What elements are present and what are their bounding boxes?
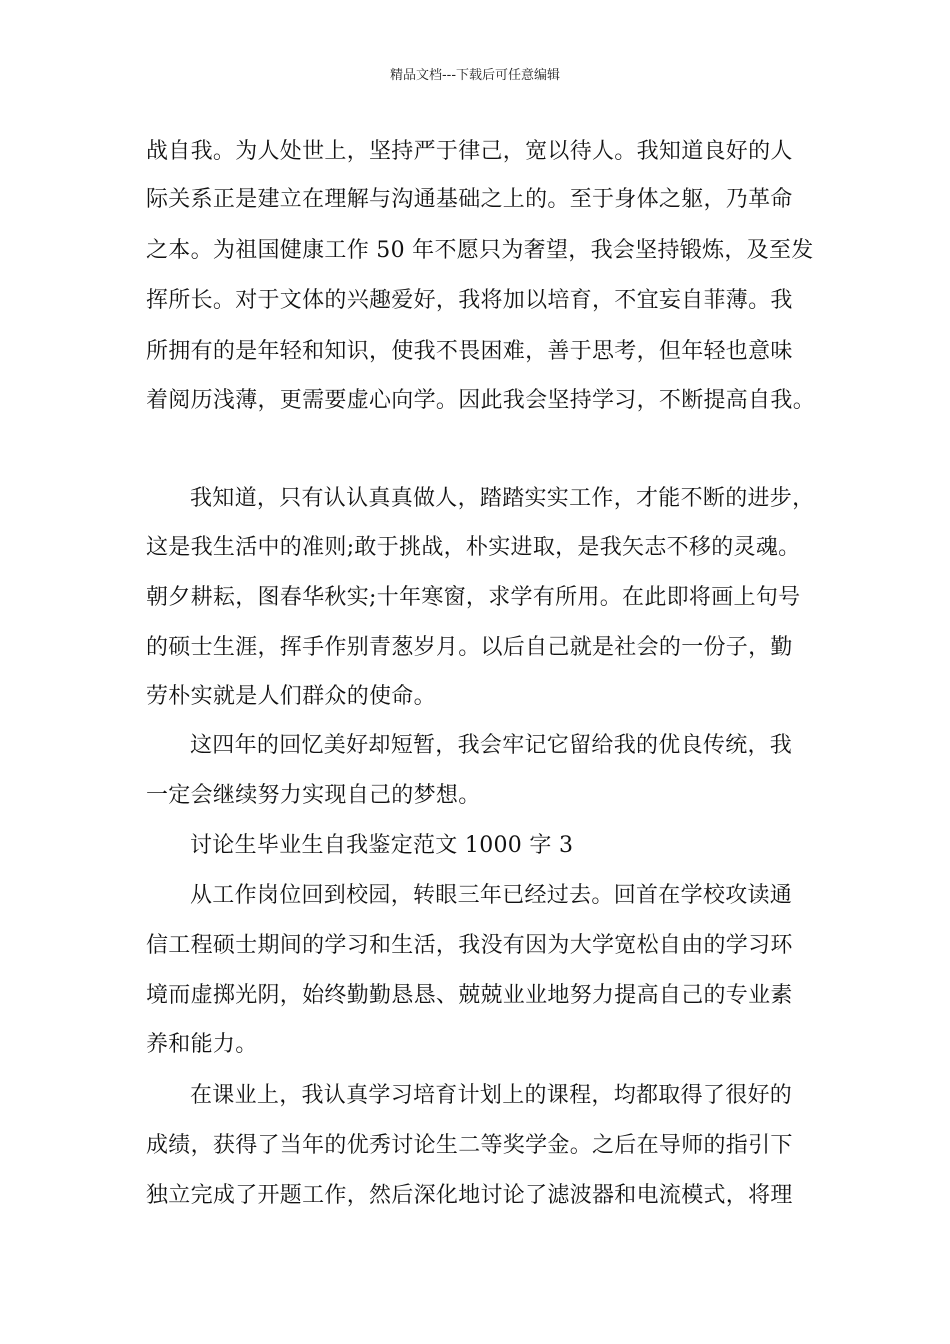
text-line: 在课业上，我认真学习培育计划上的课程，均都取得了很好的	[190, 1083, 793, 1108]
text-line: 一定会继续努力实现自己的梦想。	[146, 783, 481, 808]
text-line: 这是我生活中的准则;敢于挑战，朴实进取，是我矢志不移的灵魂。	[146, 535, 801, 560]
text-line: 战自我。为人处世上，坚持严于律己，宽以待人。我知道良好的人	[146, 139, 793, 164]
text-line: 朝夕耕耘，图春华秋实;十年寒窗，求学有所用。在此即将画上句号	[146, 585, 801, 610]
text-line: 挥所长。对于文体的兴趣爱好，我将加以培育，不宜妄自菲薄。我	[146, 288, 793, 313]
text-line: 独立完成了开题工作，然后深化地讨论了滤波器和电流模式，将理	[146, 1183, 793, 1208]
text-line: 着阅历浅薄，更需要虚心向学。因此我会坚持学习，不断提高自我。	[146, 388, 816, 413]
text-line: 所拥有的是年轻和知识，使我不畏困难，善于思考，但年轻也意味	[146, 339, 793, 364]
text-line: 际关系正是建立在理解与沟通基础之上的。至于身体之躯，乃革命	[146, 187, 793, 212]
text-line: 信工程硕士期间的学习和生活，我没有因为大学宽松自由的学习环	[146, 933, 793, 958]
text-line: 养和能力。	[146, 1032, 258, 1057]
text-line: 我知道，只有认认真真做人，踏踏实实工作，才能不断的进步，	[190, 486, 815, 511]
text-line: 从工作岗位回到校园，转眼三年已经过去。回首在学校攻读通	[190, 883, 793, 908]
page-header: 精品文档---下载后可任意编辑	[389, 68, 561, 83]
text-line: 境而虚掷光阴，始终勤勤恳恳、兢兢业业地努力提高自己的专业素	[146, 983, 793, 1008]
section-heading: 讨论生毕业生自我鉴定范文 1000 字 3	[190, 833, 574, 858]
text-line: 的硕士生涯，挥手作别青葱岁月。以后自己就是社会的一份子，勤	[146, 635, 793, 660]
text-line: 劳朴实就是人们群众的使命。	[146, 684, 436, 709]
text-line: 成绩，获得了当年的优秀讨论生二等奖学金。之后在导师的指引下	[146, 1133, 793, 1158]
text-line: 之本。为祖国健康工作 50 年不愿只为奢望，我会坚持锻炼，及至发	[146, 238, 814, 263]
text-line: 这四年的回忆美好却短暂，我会牢记它留给我的优良传统，我	[190, 733, 793, 758]
